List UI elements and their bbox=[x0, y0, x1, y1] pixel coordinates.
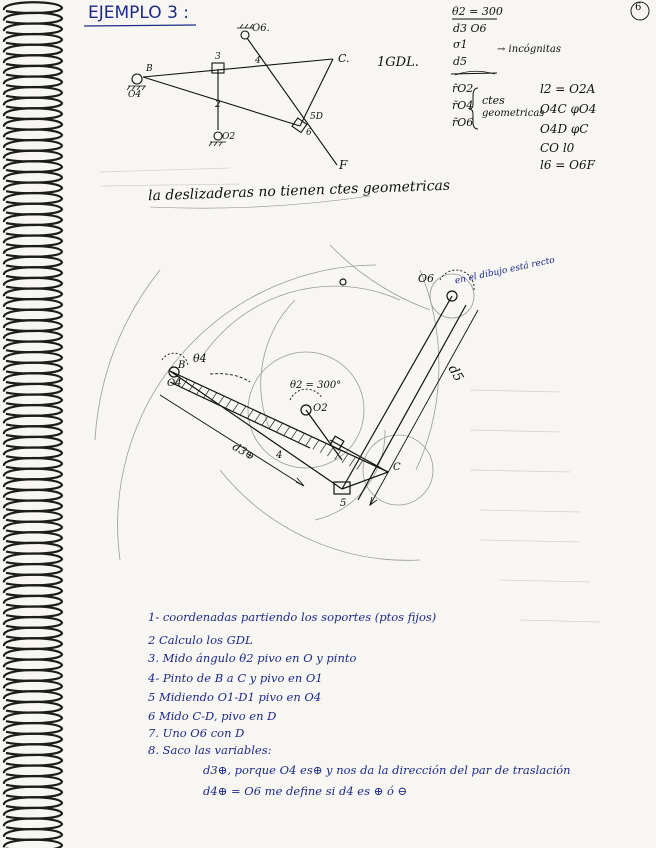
hatch-line bbox=[306, 437, 312, 446]
hatch-line bbox=[225, 400, 231, 409]
step-8: 8. Saco las variables: bbox=[148, 743, 272, 757]
label-3: 3 bbox=[215, 52, 221, 62]
drawing-note: en el dibujo está recto bbox=[454, 255, 556, 287]
draw-b: B bbox=[178, 360, 186, 371]
label-6: 6 bbox=[306, 128, 312, 138]
hatch-line bbox=[284, 427, 290, 436]
theta2-value: θ2 = 300 bbox=[452, 5, 503, 18]
vector-o4: r̄O4 bbox=[452, 99, 474, 112]
page-title: EJEMPLO 3 : bbox=[88, 3, 190, 23]
label-b: B bbox=[146, 64, 153, 74]
hatch-line bbox=[232, 403, 238, 412]
draw-o6: O6 bbox=[418, 272, 435, 285]
hatch-line bbox=[349, 457, 355, 466]
vector-o6: r̄O6 bbox=[452, 116, 474, 129]
draw-o4: O4 bbox=[167, 378, 182, 389]
param-o4c: O4C φO4 bbox=[540, 102, 597, 116]
step-3: 3. Mido ángulo θ2 pivo en O y pinto bbox=[148, 651, 357, 665]
d5-value: d5 bbox=[453, 55, 468, 68]
step-4: 4- Pinto de B a C y pivo en O1 bbox=[148, 671, 323, 685]
hatch-line bbox=[269, 420, 275, 429]
hatch-line bbox=[313, 440, 319, 449]
conclusion-d4: d4⊕ = O6 me define si d4 es ⊕ ó ⊖ bbox=[203, 784, 408, 798]
gdl-label: 1GDL. bbox=[377, 55, 419, 70]
draw-5: 5 bbox=[340, 498, 347, 509]
hatch-line bbox=[254, 413, 260, 422]
ctes-label: ctes bbox=[482, 94, 505, 107]
label-5d: 5D bbox=[310, 112, 323, 122]
draw-d5: d5 bbox=[444, 362, 466, 385]
hatch-line bbox=[298, 434, 304, 443]
param-co: CO l0 bbox=[540, 141, 575, 155]
hatch-line bbox=[196, 386, 202, 395]
draw-4: 4 bbox=[276, 450, 283, 461]
label-c: C. bbox=[338, 52, 350, 65]
label-o4: O4 bbox=[128, 90, 142, 100]
o1-value: σ1 bbox=[453, 38, 468, 51]
step-5: 5 Midiendo O1-D1 pivo en O4 bbox=[148, 690, 322, 704]
caption-note: la deslizaderas no tienen ctes geometricas bbox=[147, 177, 451, 205]
d3-o6: d3 O6 bbox=[453, 22, 487, 35]
hatch-line bbox=[320, 444, 326, 453]
hatch-line bbox=[218, 396, 224, 405]
step-2: 2 Calculo los GDL bbox=[148, 633, 253, 647]
param-l2: l2 = O2A bbox=[540, 82, 596, 96]
label-4: 4 bbox=[255, 56, 261, 66]
draw-theta2: θ2 = 300° bbox=[290, 380, 342, 391]
step-6: 6 Mido C-D, pivo en D bbox=[148, 709, 277, 723]
draw-theta4: θ4 bbox=[193, 352, 207, 365]
page-number: 6 bbox=[635, 2, 642, 13]
label-o2: O2 bbox=[222, 132, 236, 142]
draw-d3: d3⊕ bbox=[230, 440, 257, 463]
conclusion-d3: d3⊕, porque O4 es⊕ y nos da la dirección del par de traslación bbox=[203, 763, 571, 777]
hatch-line bbox=[276, 423, 282, 432]
vector-o2: r̄O2 bbox=[452, 82, 474, 95]
hatch-line bbox=[291, 430, 297, 439]
label-f: F bbox=[339, 158, 348, 172]
param-l6: l6 = O6F bbox=[540, 158, 595, 172]
draw-o2: O2 bbox=[313, 403, 328, 414]
step-1: 1- coordenadas partiendo los soportes (ptos fijos) bbox=[148, 610, 437, 624]
incognitas-note: → incógnitas bbox=[497, 44, 561, 55]
hatch-line bbox=[240, 406, 246, 415]
hatch-line bbox=[327, 447, 333, 456]
draw-c: C bbox=[393, 462, 401, 473]
geometricas-label: geometricas bbox=[482, 108, 545, 119]
param-o4d: O4D φC bbox=[540, 122, 589, 136]
step-7: 7. Uno O6 con D bbox=[148, 726, 245, 740]
label-2: 2 bbox=[215, 100, 221, 110]
label-o6: O6. bbox=[252, 23, 270, 34]
